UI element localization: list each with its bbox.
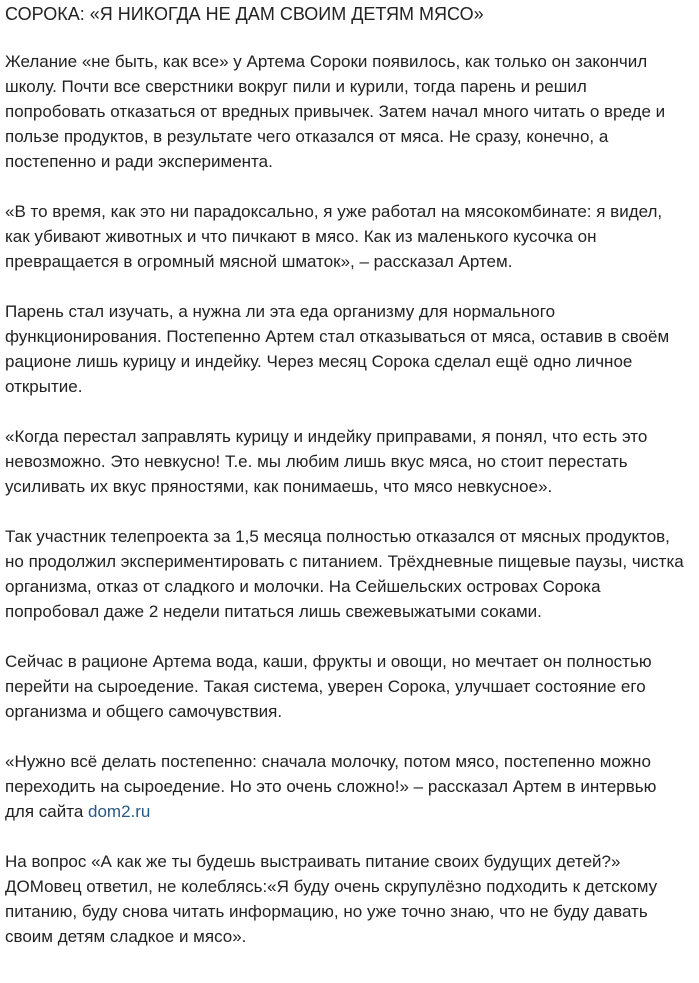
article-paragraph-1: Желание «не быть, как все» у Артема Сороки появилось, как только он закончил школу. Почти все сверстники вокруг пили и курили, тогда парень и решил попробовать отказаться от вредных привычек. Затем начал много читать о вреде и пользе продуктов, в результате чего отказался от мяса. Не сразу, конечно, а постепенно и ради эксперимента. — [5, 52, 666, 171]
article-paragraph-6: Сейчас в рационе Артема вода, каши, фрукты и овощи, но мечтает он полностью перейти на сыроедение. Такая система, уверен Сорока, улучшает состояние его организма и общего самочувствия. — [5, 652, 652, 721]
article-paragraph-5: Так участник телепроекта за 1,5 месяца полностью отказался от мясных продуктов, но продолжил экспериментировать с питанием. Трёхдневные пищевые паузы, чистка организма, отказ от сладкого и молочки. На Сейшельских островах Сорока попробовал даже 2 недели питаться лишь свежевыжатыми соками. — [5, 527, 684, 621]
article-paragraph-8: На вопрос «А как же ты будешь выстраивать питание своих будущих детей?» ДОМовец ответил, не колеблясь:«Я буду очень скрупулёзно подходить к детскому питанию, буду снова читать информацию, но уже точно знаю, что не буду давать своим детям сладкое и мясо». — [5, 852, 658, 946]
article-paragraph-7 — [5, 749, 689, 824]
article-paragraph-2: «В то время, как это ни парадоксально, я уже работал на мясокомбинате: я видел, как убивают животных и что пичкают в мясо. Как из маленького кусочка он превращается в огромный мясной шматок», – рассказал Артем. — [5, 202, 663, 271]
article-paragraph-3: Парень стал изучать, а нужна ли эта еда организму для нормального функционирования. Постепенно Артем стал отказываться от мяса, оставив в своём рационе лишь курицу и индейку. Через месяц Сорока сделал ещё одно личное открытие. — [5, 302, 670, 396]
article-paragraph-4: «Когда перестал заправлять курицу и индейку приправами, я понял, что есть это невозможно. Это невкусно! Т.е. мы любим лишь вкус мяса, но стоит перестать усиливать их вкус пряностями, как понимаешь, что мясо невкусное». — [5, 427, 648, 496]
dom2-link[interactable]: dom2.ru — [88, 802, 151, 821]
quote-text: «Нужно всё делать постепенно: сначала молочку, потом мясо, постепенно можно переходить на сыроедение. Но это очень сложно!» – рассказал Артем в интервью для сайта — [5, 752, 657, 821]
article-title: СОРОКА: «Я НИКОГДА НЕ ДАМ СВОИМ ДЕТЯМ МЯСО» — [5, 4, 484, 24]
